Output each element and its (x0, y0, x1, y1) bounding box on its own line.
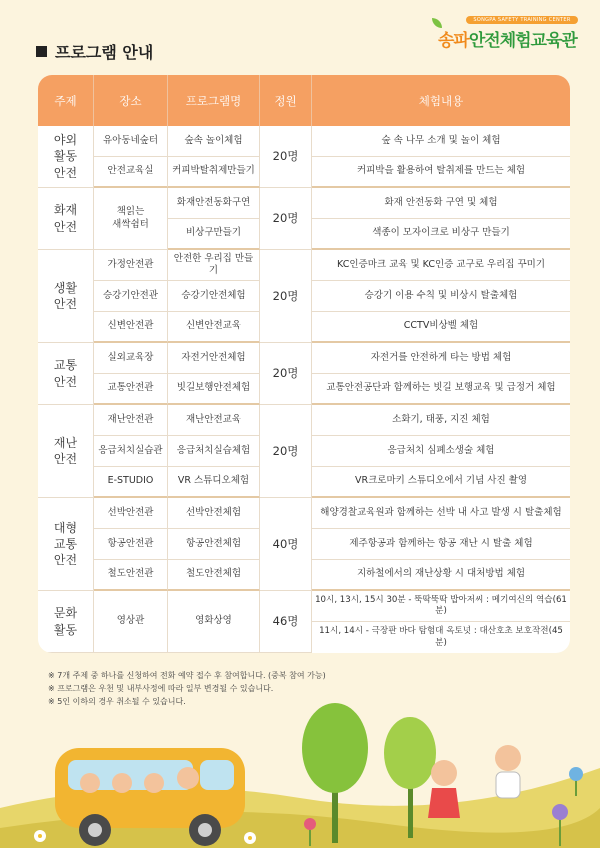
theme-cell: 생활 안전 (38, 250, 94, 343)
program-cell: VR 스튜디오체험 (168, 467, 260, 498)
capacity-cell: 46명 (260, 591, 312, 653)
program-cell: 커피박탈취제만들기 (168, 157, 260, 188)
program-table (38, 75, 570, 653)
program-cell: 비상구만들기 (168, 219, 260, 250)
content-cell: 응급처치 심폐소생술 체험 (312, 436, 570, 467)
theme-cell: 문화 활동 (38, 591, 94, 653)
bus-window (200, 760, 234, 790)
capacity-cell: 40명 (260, 498, 312, 591)
logo-brand-prefix: 송파 (438, 31, 469, 51)
place-cell: 선박안전관 (94, 498, 168, 529)
program-cell: 철도안전체험 (168, 560, 260, 591)
table-row (38, 405, 570, 436)
content-cell: 승강기 이용 수칙 및 비상시 탈출체험 (312, 281, 570, 312)
section-title-text: 프로그램 안내 (55, 43, 154, 62)
program-cell: 화재안전동화구연 (168, 188, 260, 219)
content-cell: 색종이 모자이크로 비상구 만들기 (312, 219, 570, 250)
content-cell: 11시, 14시 - 극장판 바다 탐험대 옥토넛 : 대산호초 보호작전(45분) (319, 626, 563, 648)
note-line: ※ 프로그램은 우천 및 내부사정에 따라 일부 변경될 수 있습니다. (48, 684, 274, 693)
program-cell: 영화상영 (168, 591, 260, 653)
place-cell: 응급처치실습관 (94, 436, 168, 467)
program-cell: 재난안전교육 (168, 405, 260, 436)
note-line: ※ 7개 주제 중 하나를 신청하여 전화 예약 접수 후 참여합니다. (중복 참여 가능) (48, 671, 326, 680)
content-cell: VR크로마키 스튜디오에서 기념 사진 촬영 (312, 467, 570, 498)
table-row (38, 591, 570, 622)
table-row (38, 250, 570, 281)
header-capacity: 정원 (260, 75, 312, 126)
kid-shirt (496, 772, 520, 798)
place-cell: 신변안전관 (94, 312, 168, 343)
program-cell: 항공안전체험 (168, 529, 260, 560)
program-table-body (38, 126, 570, 653)
program-cell: 자전거안전체험 (168, 343, 260, 374)
header-theme: 주제 (38, 75, 94, 126)
place-cell: 영상관 (94, 591, 168, 653)
logo-tagline: SONGPA SAFETY TRAINING CENTER (466, 16, 578, 24)
capacity-cell: 20명 (260, 343, 312, 405)
capacity-cell: 20명 (260, 250, 312, 343)
content-cell: 교통안전공단과 함께하는 빗길 보행교육 및 급정거 체험 (312, 374, 570, 405)
square-bullet-icon (36, 46, 47, 57)
header-place: 장소 (94, 75, 168, 126)
kid-face (431, 760, 457, 786)
header-program: 프로그램명 (168, 75, 260, 126)
theme-cell: 화재 안전 (38, 188, 94, 250)
header-content: 체험내용 (312, 75, 570, 126)
place-cell: 안전교육실 (94, 157, 168, 188)
program-cell: 숲속 놀이체험 (168, 126, 260, 157)
capacity-cell: 20명 (260, 188, 312, 250)
program-cell: 빗길보행안전체험 (168, 374, 260, 405)
table-row (38, 498, 570, 529)
content-cell: 소화기, 태풍, 지진 체험 (312, 405, 570, 436)
place-cell: 항공안전관 (94, 529, 168, 560)
table-header-row (38, 75, 570, 126)
place-cell: 유아동네숲터 (94, 126, 168, 157)
tree-icon (302, 703, 368, 793)
program-cell: 응급처치실습체험 (168, 436, 260, 467)
program-cell: 신변안전교육 (168, 312, 260, 343)
logo-brand (438, 26, 577, 51)
table-row (38, 343, 570, 374)
theme-cell: 교통 안전 (38, 343, 94, 405)
kid-face (495, 745, 521, 771)
theme-cell: 야외 활동 안전 (38, 126, 94, 188)
note-line: ※ 5인 이하의 경우 취소될 수 있습니다. (48, 697, 186, 706)
place-cell: 재난안전관 (94, 405, 168, 436)
content-cell: 해양경찰교육원과 함께하는 선박 내 사고 발생 시 탈출체험 (312, 498, 570, 529)
capacity-cell: 20명 (260, 126, 312, 188)
child-face (80, 773, 100, 793)
content-cell: CCTV비상벨 체험 (312, 312, 570, 343)
place-cell: E-STUDIO (94, 467, 168, 498)
table-row (38, 188, 570, 219)
capacity-cell: 20명 (260, 405, 312, 498)
decorative-illustration (0, 678, 600, 848)
theme-cell: 대형 교통 안전 (38, 498, 94, 591)
program-cell: 선박안전체험 (168, 498, 260, 529)
table-row (38, 126, 570, 157)
content-cell: 커피박을 활용하여 탈취제를 만드는 체험 (312, 157, 570, 188)
flower-icon (244, 832, 256, 844)
place-cell: 철도안전관 (94, 560, 168, 591)
content-cell: 지하철에서의 재난상황 시 대처방법 체험 (312, 560, 570, 591)
child-face (112, 773, 132, 793)
driver-face (177, 767, 199, 789)
child-face (144, 773, 164, 793)
place-cell: 책읽는 새싹쉼터 (94, 188, 168, 250)
program-cell: 승강기안전체험 (168, 281, 260, 312)
logo-brand-rest: 안전체험교육관 (468, 31, 577, 51)
content-cell: 자전거를 안전하게 타는 방법 체험 (312, 343, 570, 374)
content-cell: 10시, 13시, 15시 30분 - 뚝딱뚝딱 밥아저씨 : 메기여신의 역습(61분) (312, 591, 570, 622)
content-cell: 화재 안전동화 구연 및 체험 (312, 188, 570, 219)
place-cell: 교통안전관 (94, 374, 168, 405)
place-cell: 승강기안전관 (94, 281, 168, 312)
place-cell: 실외교육장 (94, 343, 168, 374)
theme-cell: 재난 안전 (38, 405, 94, 498)
place-cell: 가정안전관 (94, 250, 168, 281)
content-cell: KC인증마크 교육 및 KC인증 교구로 우리집 꾸미기 (312, 250, 570, 281)
tree-icon (384, 717, 436, 789)
content-cell: 제주항공과 함께하는 항공 재난 시 탈출 체험 (312, 529, 570, 560)
kid-dress (428, 788, 460, 818)
flower-icon (34, 830, 46, 842)
content-cell: 숲 속 나무 소개 및 놀이 체험 (312, 126, 570, 157)
center-logo (430, 14, 580, 50)
section-title (36, 40, 153, 63)
program-cell: 안전한 우리집 만들기 (168, 250, 260, 281)
